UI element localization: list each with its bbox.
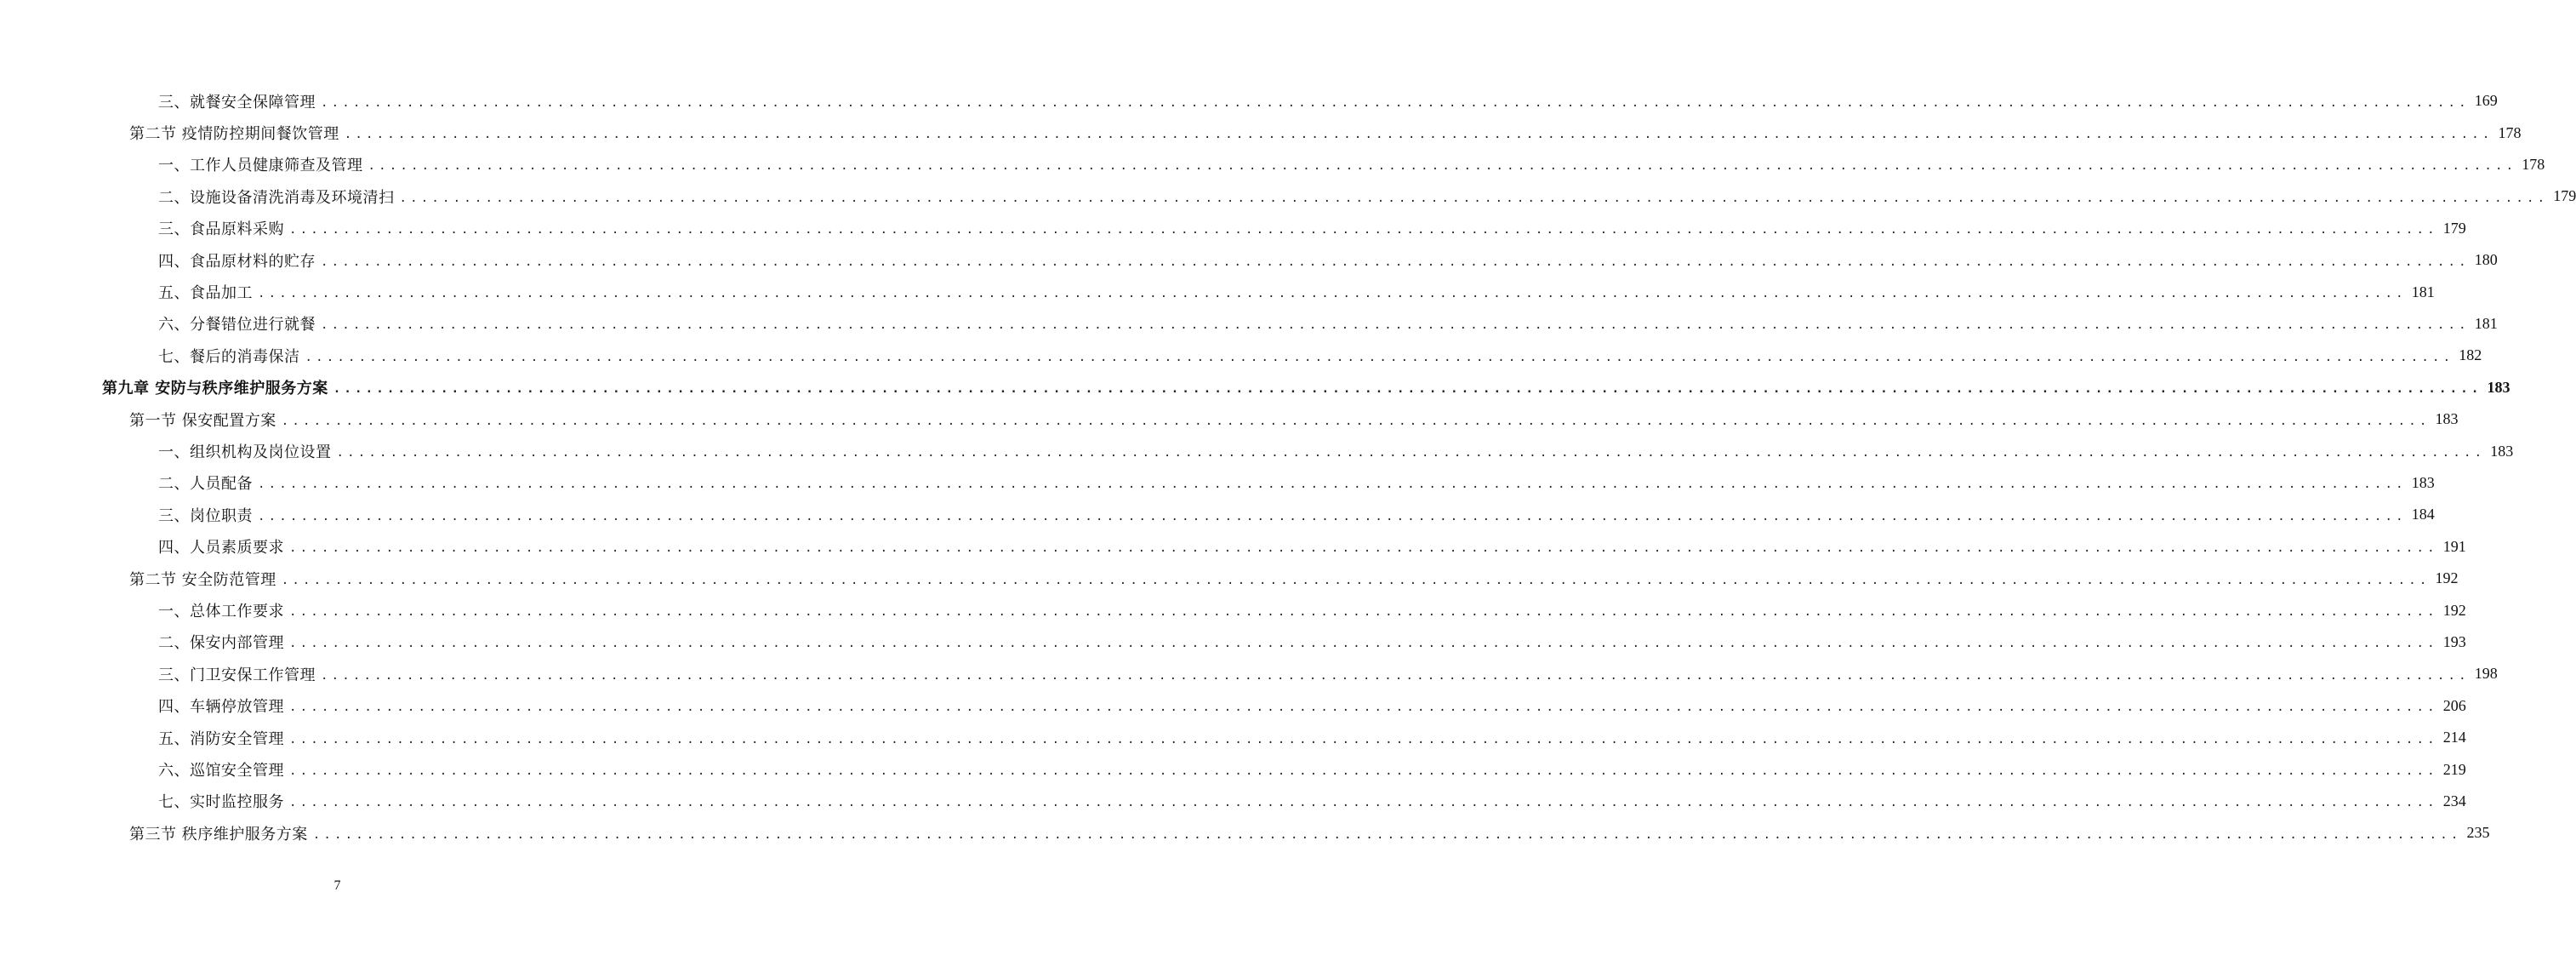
toc-entry-title: 三、岗位职责 (158, 506, 253, 525)
toc-entry-title: 第二节 安全防范管理 (129, 570, 276, 589)
toc-entry-title: 四、食品原材料的贮存 (158, 252, 316, 271)
toc-leader-dots: ........................................................................................................................................................................................................ (258, 509, 2407, 523)
toc-entry-page: 169 (2474, 92, 2498, 110)
toc-entry-page: 184 (2411, 506, 2435, 523)
toc-entry-page: 192 (2435, 569, 2459, 587)
toc-leader-dots: ........................................................................................................................................................................................................ (321, 254, 2470, 269)
toc-entry[interactable] (158, 180, 2576, 212)
toc-entry-page: 219 (2442, 760, 2466, 778)
toc-entry-title: 一、组织机构及岗位设置 (158, 443, 332, 462)
toc-entry-page: 192 (2442, 601, 2466, 619)
toc-entry[interactable] (129, 563, 2459, 594)
toc-leader-dots: ........................................................................................................................................................................................................ (289, 223, 2438, 237)
toc-entry-title: 第一节 保安配置方案 (129, 411, 276, 430)
toc-entry[interactable] (102, 372, 2510, 403)
toc-entry-page: 181 (2474, 314, 2498, 332)
toc-entry-page: 198 (2474, 665, 2498, 683)
toc-entry[interactable] (158, 149, 2545, 180)
toc-entry-page: 214 (2442, 729, 2466, 746)
toc-entry-page: 179 (2553, 187, 2576, 205)
toc-leader-dots: ........................................................................................................................................................................................................ (321, 668, 2470, 683)
toc-leader-dots: ........................................................................................................................................................................................................ (281, 573, 2431, 587)
toc-entry-title: 二、保安内部管理 (158, 634, 284, 653)
toc-entry-title: 三、食品原料采购 (158, 220, 284, 239)
toc-entry-title: 二、人员配备 (158, 475, 253, 494)
toc-entry-page: 183 (2490, 442, 2514, 460)
toc-entry-page: 183 (2435, 410, 2459, 428)
toc-entry-page: 235 (2466, 824, 2490, 842)
toc-entry[interactable] (158, 213, 2466, 244)
toc-entry-title: 五、食品加工 (158, 284, 253, 303)
toc-entry-title: 四、车辆停放管理 (158, 698, 284, 717)
toc-entry[interactable] (158, 85, 2498, 117)
toc-entry-title: 第三节 秩序维护服务方案 (129, 825, 308, 843)
toc-leader-dots: ........................................................................................................................................................................................................ (289, 796, 2438, 810)
toc-entry-title: 七、餐后的消毒保洁 (158, 347, 300, 366)
toc-entry-page: 181 (2411, 283, 2435, 300)
page-number: 7 (333, 878, 341, 893)
toc-entry[interactable] (158, 340, 2482, 371)
toc-leader-dots: ........................................................................................................................................................................................................ (305, 350, 2454, 364)
toc-leader-dots: ........................................................................................................................................................................................................ (312, 827, 2462, 842)
toc-entry[interactable] (129, 117, 2522, 148)
toc-entry-title: 一、工作人员健康筛查及管理 (158, 157, 363, 175)
toc-leader-dots: ........................................................................................................................................................................................................ (289, 732, 2438, 746)
toc-entry-title: 三、门卫安保工作管理 (158, 666, 316, 684)
toc-entry[interactable] (129, 403, 2459, 435)
toc-entry[interactable] (158, 244, 2498, 276)
toc-leader-dots: ........................................................................................................................................................................................................ (258, 478, 2407, 492)
toc-entry-title: 二、设施设备清洗消毒及环境清扫 (158, 188, 395, 207)
toc-leader-dots: ........................................................................................................................................................................................................ (289, 605, 2438, 620)
toc-leader-dots: ........................................................................................................................................................................................................ (321, 318, 2470, 333)
toc-entry-page: 182 (2459, 346, 2482, 364)
toc-entry[interactable] (158, 435, 2514, 466)
toc-leader-dots: ........................................................................................................................................................................................................ (289, 701, 2438, 715)
toc-leader-dots: ........................................................................................................................................................................................................ (258, 287, 2407, 301)
toc-leader-dots: ........................................................................................................................................................................................................ (289, 541, 2438, 556)
toc-leader-dots: ........................................................................................................................................................................................................ (368, 159, 2517, 174)
toc-entry-page: 179 (2442, 219, 2466, 237)
toc-entry-page: 206 (2442, 696, 2466, 714)
toc-entry[interactable] (158, 626, 2466, 658)
toc-entry[interactable] (158, 786, 2466, 817)
toc-leader-dots: ........................................................................................................................................................................................................ (321, 95, 2470, 110)
toc-entry[interactable] (158, 690, 2466, 722)
toc-entry-title: 六、巡馆安全管理 (158, 762, 284, 781)
toc-leader-dots: ........................................................................................................................................................................................................ (336, 446, 2486, 460)
toc-leader-dots: ........................................................................................................................................................................................................ (289, 637, 2438, 651)
toc-entry-title: 第二节 疫情防控期间餐饮管理 (129, 125, 339, 144)
toc-entry-title: 六、分餐错位进行就餐 (158, 316, 316, 335)
toc-entry-title: 三、就餐安全保障管理 (158, 93, 316, 112)
toc-entry[interactable] (158, 276, 2435, 307)
toc-leader-dots: ........................................................................................................................................................................................................ (344, 128, 2493, 142)
toc-entry-page: 180 (2474, 251, 2498, 269)
toc-entry[interactable] (158, 467, 2435, 499)
toc-leader-dots: ........................................................................................................................................................................................................ (399, 191, 2549, 205)
toc-entry[interactable] (158, 531, 2466, 563)
toc-entry-page: 183 (2411, 473, 2435, 491)
toc-leader-dots: ........................................................................................................................................................................................................ (281, 414, 2431, 428)
toc-entry[interactable] (129, 817, 2490, 849)
toc-entry[interactable] (158, 308, 2498, 340)
toc-leader-dots: ........................................................................................................................................................................................................ (333, 382, 2482, 397)
toc-entry-title: 五、消防安全管理 (158, 729, 284, 748)
toc-entry-title: 一、总体工作要求 (158, 603, 284, 621)
toc-entry-title: 七、实时监控服务 (158, 793, 284, 812)
toc-entry[interactable] (158, 499, 2435, 530)
toc-entry-page: 178 (2522, 155, 2545, 173)
toc-entry-page: 178 (2498, 123, 2522, 141)
toc-entry[interactable] (158, 658, 2498, 689)
toc-entry-title: 四、人员素质要求 (158, 539, 284, 558)
toc-leader-dots: ........................................................................................................................................................................................................ (289, 764, 2438, 779)
toc-entry-title: 第九章 安防与秩序维护服务方案 (102, 380, 328, 398)
toc-entry[interactable] (158, 594, 2466, 626)
toc-entry[interactable] (158, 722, 2466, 753)
toc-entry-page: 183 (2487, 378, 2510, 396)
toc-entry-page: 234 (2442, 792, 2466, 809)
toc-entry-page: 193 (2442, 632, 2466, 650)
toc-entry-page: 191 (2442, 537, 2466, 555)
toc-entry[interactable] (158, 753, 2466, 785)
